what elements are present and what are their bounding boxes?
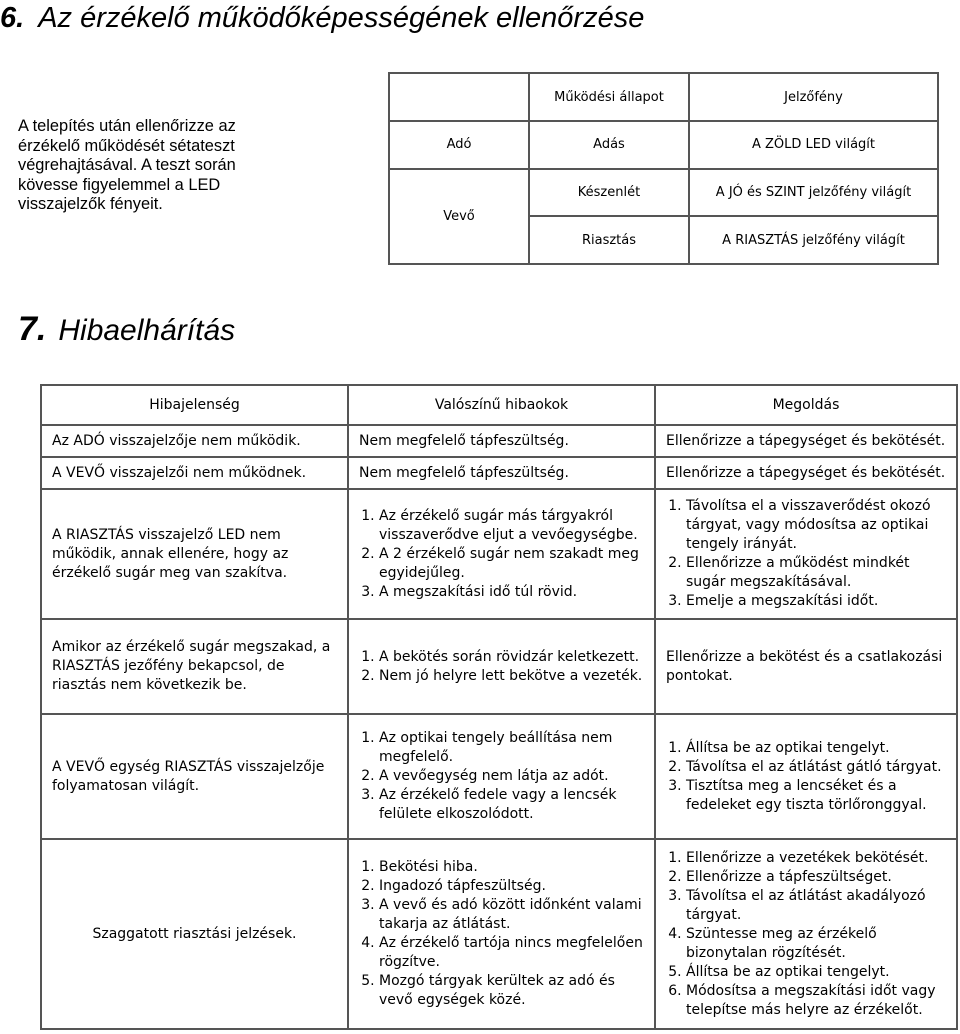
list-item: 3. A vevő és adó között időnként valami takarja az átlátást. bbox=[379, 896, 644, 934]
light-vevo-standby: A JÓ és SZINT jelzőfény világít bbox=[689, 169, 938, 217]
symptom-cell: A VEVŐ visszajelzői nem működnek. bbox=[41, 457, 348, 489]
status-header-light: Jelzőfény bbox=[689, 73, 938, 121]
list-item: 1. Az érzékelő sugár más tárgyakról visszaverődve eljut a vevőegységbe. bbox=[379, 507, 644, 545]
symptom-cell: Az ADÓ visszajelzője nem működik. bbox=[41, 425, 348, 457]
troubleshooting-table bbox=[40, 384, 958, 1030]
header-causes: Valószínű hibaokok bbox=[348, 385, 655, 425]
symptom-cell: Amikor az érzékelő sugár megszakad, a RIASZTÁS jezőfény bekapcsol, de riasztás nem következik be. bbox=[41, 619, 348, 714]
list-item: 1. Az optikai tengely beállítása nem megfelelő. bbox=[379, 729, 644, 767]
light-ado: A ZÖLD LED világít bbox=[689, 121, 938, 169]
section6-number: 6. bbox=[0, 2, 25, 34]
symptom-cell: Szaggatott riasztási jelzések. bbox=[41, 839, 348, 1029]
state-vevo-alarm: Riasztás bbox=[529, 216, 689, 264]
list-item: 2. Nem jó helyre lett bekötve a vezeték. bbox=[379, 667, 644, 686]
list-item: 2. A vevőegység nem látja az adót. bbox=[379, 767, 644, 786]
causes-list bbox=[359, 729, 644, 824]
causes-list bbox=[359, 507, 644, 602]
solution-cell bbox=[655, 619, 957, 714]
list-item: 3. Tisztítsa meg a lencséket és a fedeleket egy tiszta törlőronggyal. bbox=[686, 777, 946, 815]
list-item: 2. Ellenőrizze a tápfeszültséget. bbox=[686, 868, 946, 887]
list-item: 2. Távolítsa el az átlátást gátló tárgyat. bbox=[686, 758, 946, 777]
section6-intro: A telepítés után ellenőrizze az érzékelő működését sétateszt végrehajtásával. A teszt során kövesse figyelemmel a LED visszajelzők fényeit. bbox=[18, 117, 236, 213]
list-item: 5. Állítsa be az optikai tengelyt. bbox=[686, 963, 946, 982]
troubleshooting-header bbox=[41, 385, 957, 425]
header-symptom: Hibajelenség bbox=[41, 385, 348, 425]
list-item: 4. Szüntesse meg az érzékelő bizonytalan rögzítését. bbox=[686, 925, 946, 963]
list-item: 3. Távolítsa el az átlátást akadályozó tárgyat. bbox=[686, 887, 946, 925]
table-row bbox=[41, 425, 957, 457]
solutions-list bbox=[666, 739, 946, 815]
section7-number: 7. bbox=[18, 310, 47, 348]
status-row-vevo-standby bbox=[389, 169, 938, 217]
unit-label-vevo: Vevő bbox=[389, 169, 529, 264]
list-item: 1. Állítsa be az optikai tengelyt. bbox=[686, 739, 946, 758]
cause-text: Nem megfelelő tápfeszültség. bbox=[359, 464, 569, 481]
causes-cell bbox=[348, 425, 655, 457]
solution-text: Ellenőrizze a bekötést és a csatlakozási pontokat. bbox=[666, 648, 943, 684]
list-item: 2. Ingadozó tápfeszültség. bbox=[379, 877, 644, 896]
section6-heading bbox=[0, 2, 644, 35]
section7-heading bbox=[18, 310, 235, 349]
solution-cell bbox=[655, 839, 957, 1029]
list-item: 1. Bekötési hiba. bbox=[379, 858, 644, 877]
status-row-ado bbox=[389, 121, 938, 169]
status-header-state: Működési állapot bbox=[529, 73, 689, 121]
solution-text: Ellenőrizze a tápegységet és bekötését. bbox=[666, 464, 946, 481]
causes-list bbox=[359, 648, 644, 686]
unit-label-ado: Adó bbox=[389, 121, 529, 169]
status-table-header bbox=[389, 73, 938, 121]
state-ado: Adás bbox=[529, 121, 689, 169]
state-vevo-standby: Készenlét bbox=[529, 169, 689, 217]
list-item: 6. Módosítsa a megszakítási időt vagy telepítse más helyre az érzékelőt. bbox=[686, 982, 946, 1020]
list-item: 1. Távolítsa el a visszaverődést okozó tárgyat, vagy módosítsa az optikai tengely irányát. bbox=[686, 497, 946, 554]
section6-title: Az érzékelő működőképességének ellenőrzése bbox=[38, 2, 645, 34]
list-item: 3. A megszakítási idő túl rövid. bbox=[379, 583, 644, 602]
solution-cell bbox=[655, 714, 957, 839]
status-table bbox=[388, 72, 939, 265]
list-item: 1. Ellenőrizze a vezetékek bekötését. bbox=[686, 849, 946, 868]
causes-cell bbox=[348, 489, 655, 619]
status-header-empty bbox=[389, 73, 529, 121]
table-row bbox=[41, 489, 957, 619]
list-item: 2. A 2 érzékelő sugár nem szakadt meg egyidejűleg. bbox=[379, 545, 644, 583]
causes-cell bbox=[348, 839, 655, 1029]
list-item: 5. Mozgó tárgyak kerültek az adó és vevő egységek közé. bbox=[379, 972, 644, 1010]
table-row bbox=[41, 457, 957, 489]
list-item: 4. Az érzékelő tartója nincs megfelelően rögzítve. bbox=[379, 934, 644, 972]
list-item: 1. A bekötés során rövidzár keletkezett. bbox=[379, 648, 644, 667]
troubleshooting-body bbox=[41, 425, 957, 1029]
list-item: 3. Emelje a megszakítási időt. bbox=[686, 592, 946, 611]
causes-cell bbox=[348, 457, 655, 489]
causes-cell bbox=[348, 619, 655, 714]
symptom-cell: A VEVŐ egység RIASZTÁS visszajelzője folyamatosan világít. bbox=[41, 714, 348, 839]
causes-list bbox=[359, 858, 644, 1010]
list-item: 2. Ellenőrizze a működést mindkét sugár megszakításával. bbox=[686, 554, 946, 592]
solution-cell bbox=[655, 457, 957, 489]
solution-cell bbox=[655, 425, 957, 457]
table-row bbox=[41, 714, 957, 839]
causes-cell bbox=[348, 714, 655, 839]
solution-cell bbox=[655, 489, 957, 619]
header-solution: Megoldás bbox=[655, 385, 957, 425]
section7-title: Hibaelhárítás bbox=[58, 314, 236, 347]
solution-text: Ellenőrizze a tápegységet és bekötését. bbox=[666, 432, 946, 449]
symptom-cell: A RIASZTÁS visszajelző LED nem működik, annak ellenére, hogy az érzékelő sugár meg van szakítva. bbox=[41, 489, 348, 619]
table-row bbox=[41, 619, 957, 714]
list-item: 3. Az érzékelő fedele vagy a lencsék felülete elkoszolódott. bbox=[379, 786, 644, 824]
solutions-list bbox=[666, 497, 946, 611]
table-row bbox=[41, 839, 957, 1029]
cause-text: Nem megfelelő tápfeszültség. bbox=[359, 432, 569, 449]
light-vevo-alarm: A RIASZTÁS jelzőfény világít bbox=[689, 216, 938, 264]
solutions-list bbox=[666, 849, 946, 1020]
